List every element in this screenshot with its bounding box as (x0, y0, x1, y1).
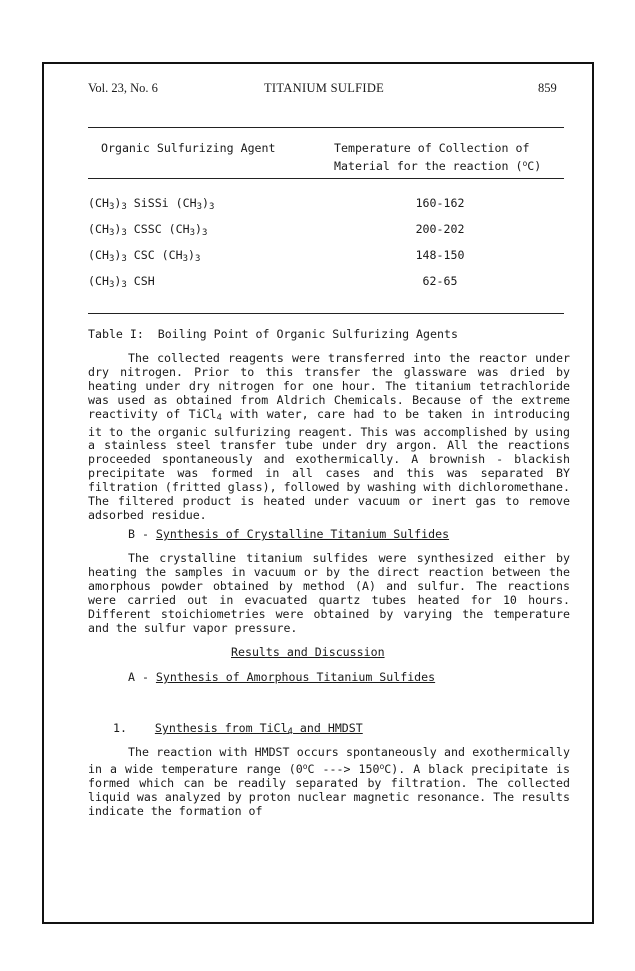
table-top-rule (88, 127, 564, 128)
results-heading: Results and Discussion (231, 645, 385, 659)
body-paragraph: The crystalline titanium sulfides were synthesized either by heating the samples in vacuum or by the direct reaction between the amorphous powder obtained by method (A) and sulfur. The reactions were carried out in evacuated quartz tubes heated for 10 hours. Different stoichiometries were obtained by varying the temperature and the sulfur vapor pressure. (88, 551, 570, 635)
body-paragraph: The reaction with HMDST occurs spontaneously and exothermically in a wide temperature range (0$^o$C ---> $150^oC$). A black precipitate is formed which can be readily separated by filtration. The collected liquid was analyzed by proton nuclear magnetic resonance. The results indicate the formation of (88, 745, 570, 818)
col2-header-degree: o (522, 159, 528, 168)
col2-header-close: ) (534, 159, 542, 173)
table-cell-temperature: 200-202 (415, 222, 465, 236)
running-title: TITANIUM SULFIDE (264, 81, 385, 95)
section-heading-b: B - Synthesis of Crystalline Titanium Sulfides (128, 527, 450, 541)
table-cell-temperature: 148-150 (415, 248, 465, 262)
section-heading-a: A - Synthesis of Amorphous Titanium Sulfides (128, 670, 436, 684)
col2-header-line1: Temperature of Collection of (334, 141, 530, 155)
table-cell-temperature: 160-162 (415, 196, 465, 210)
subsection-heading-1: 1. Synthesis from TiCl4 and HMDST (113, 721, 363, 737)
table-row: $(CH_3)_3$ CSC $(CH_3)_3$ (88, 248, 201, 264)
table-col1-header: Organic Sulfurizing Agent (101, 141, 276, 155)
table-caption: Table I: Boiling Point of Organic Sulfurizing Agents (88, 327, 458, 341)
col2-header-line2: Material for the reaction ( (334, 159, 523, 173)
table-col2-header (334, 141, 541, 174)
table-header-rule (88, 178, 564, 179)
table-bottom-rule (88, 313, 564, 314)
journal-volume: Vol. 23, No. 6 (88, 81, 158, 95)
table-row: $(CH_3)_3$ SiSSi $(CH_3)_3$ (88, 196, 215, 212)
table-row: $(CH_3)_3$ CSH (88, 274, 155, 290)
col2-header-unit: C (527, 159, 535, 173)
page-number: 859 (538, 81, 557, 95)
table-row: $(CH_3)_3$ CSSC $(CH_3)_3$ (88, 222, 208, 238)
body-paragraph: The collected reagents were transferred into the reactor under dry nitrogen. Prior to this transfer the glassware was dried by heating under dry nitrogen for one hour. The titanium tetrachloride was used as obtained from Aldrich Chemicals. Because of the extreme reactivity of TiCl4 with water, care had to be taken in introducing it to the organic sulfurizing reagent. This was accomplished by using a stainless steel transfer tube under dry argon. All the reactions proceeded spontaneously and exothermically. A brownish - blackish precipitate was formed in all cases and this was separated BY filtration (fritted glass), followed by washing with dichloromethane. The filtered product is heated under vacuum or inert gas to remove adsorbed residue. (88, 351, 570, 522)
table-cell-temperature: 62-65 (422, 274, 458, 288)
